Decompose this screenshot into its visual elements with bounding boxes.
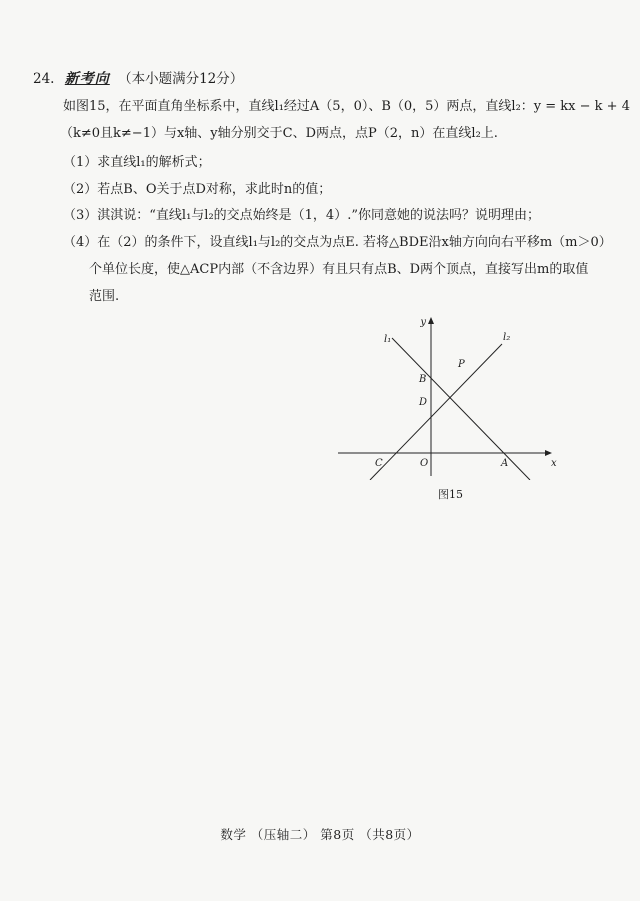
point-p-label: P — [458, 359, 465, 370]
question-number: 24. — [33, 71, 55, 87]
question-header — [33, 67, 243, 88]
point-c-label: C — [375, 458, 383, 469]
sub-question-4-line-1: （4）在（2）的条件下，设直线l₁与l₂的交点为点E. 若将△BDE沿x轴方向向右平移m（m＞0） — [63, 235, 612, 250]
x-axis-label: x — [551, 458, 557, 469]
coordinate-diagram — [330, 310, 570, 480]
figure-caption: 图15 — [438, 488, 463, 501]
sub-question-4-line-2: 个单位长度，使△ACP内部（不含边界）有且只有点B、D两个顶点，直接写出m的取值 — [89, 262, 589, 277]
sub-question-1: （1）求直线l₁的解析式； — [63, 155, 211, 170]
line-l2 — [370, 344, 502, 480]
point-b-label: B — [419, 374, 427, 385]
point-a-label: A — [501, 458, 509, 469]
question-stem-line-1: 如图15，在平面直角坐标系中，直线l₁经过A（5，0）、B（0，5）两点，直线l₂：y = kx − k + 4 — [63, 99, 630, 114]
score-note: （本小题满分12分） — [118, 71, 244, 87]
new-direction-badge: 新考向 — [64, 71, 110, 87]
y-axis-label: y — [420, 317, 426, 328]
sub-question-2: （2）若点B、O关于点D对称，求此时n的值； — [63, 182, 332, 197]
origin-label: O — [420, 458, 429, 469]
l2-label: l₂ — [503, 332, 511, 343]
x-axis-arrow-icon — [545, 450, 552, 456]
sub-question-3: （3）淇淇说：“直线l₁与l₂的交点始终是（1，4）.”你同意她的说法吗？说明理由； — [63, 208, 540, 223]
sub-question-4-line-3: 范围. — [89, 289, 120, 304]
page-footer: 数学 （压轴二） 第8页 （共8页） — [220, 827, 420, 842]
y-axis-arrow-icon — [428, 317, 434, 324]
question-stem-line-2: （k≠0且k≠−1）与x轴、y轴分别交于C、D两点，点P（2，n）在直线l₂上. — [60, 126, 498, 141]
figure-15 — [330, 310, 570, 480]
point-d-label: D — [419, 397, 428, 408]
l1-label: l₁ — [384, 334, 392, 345]
